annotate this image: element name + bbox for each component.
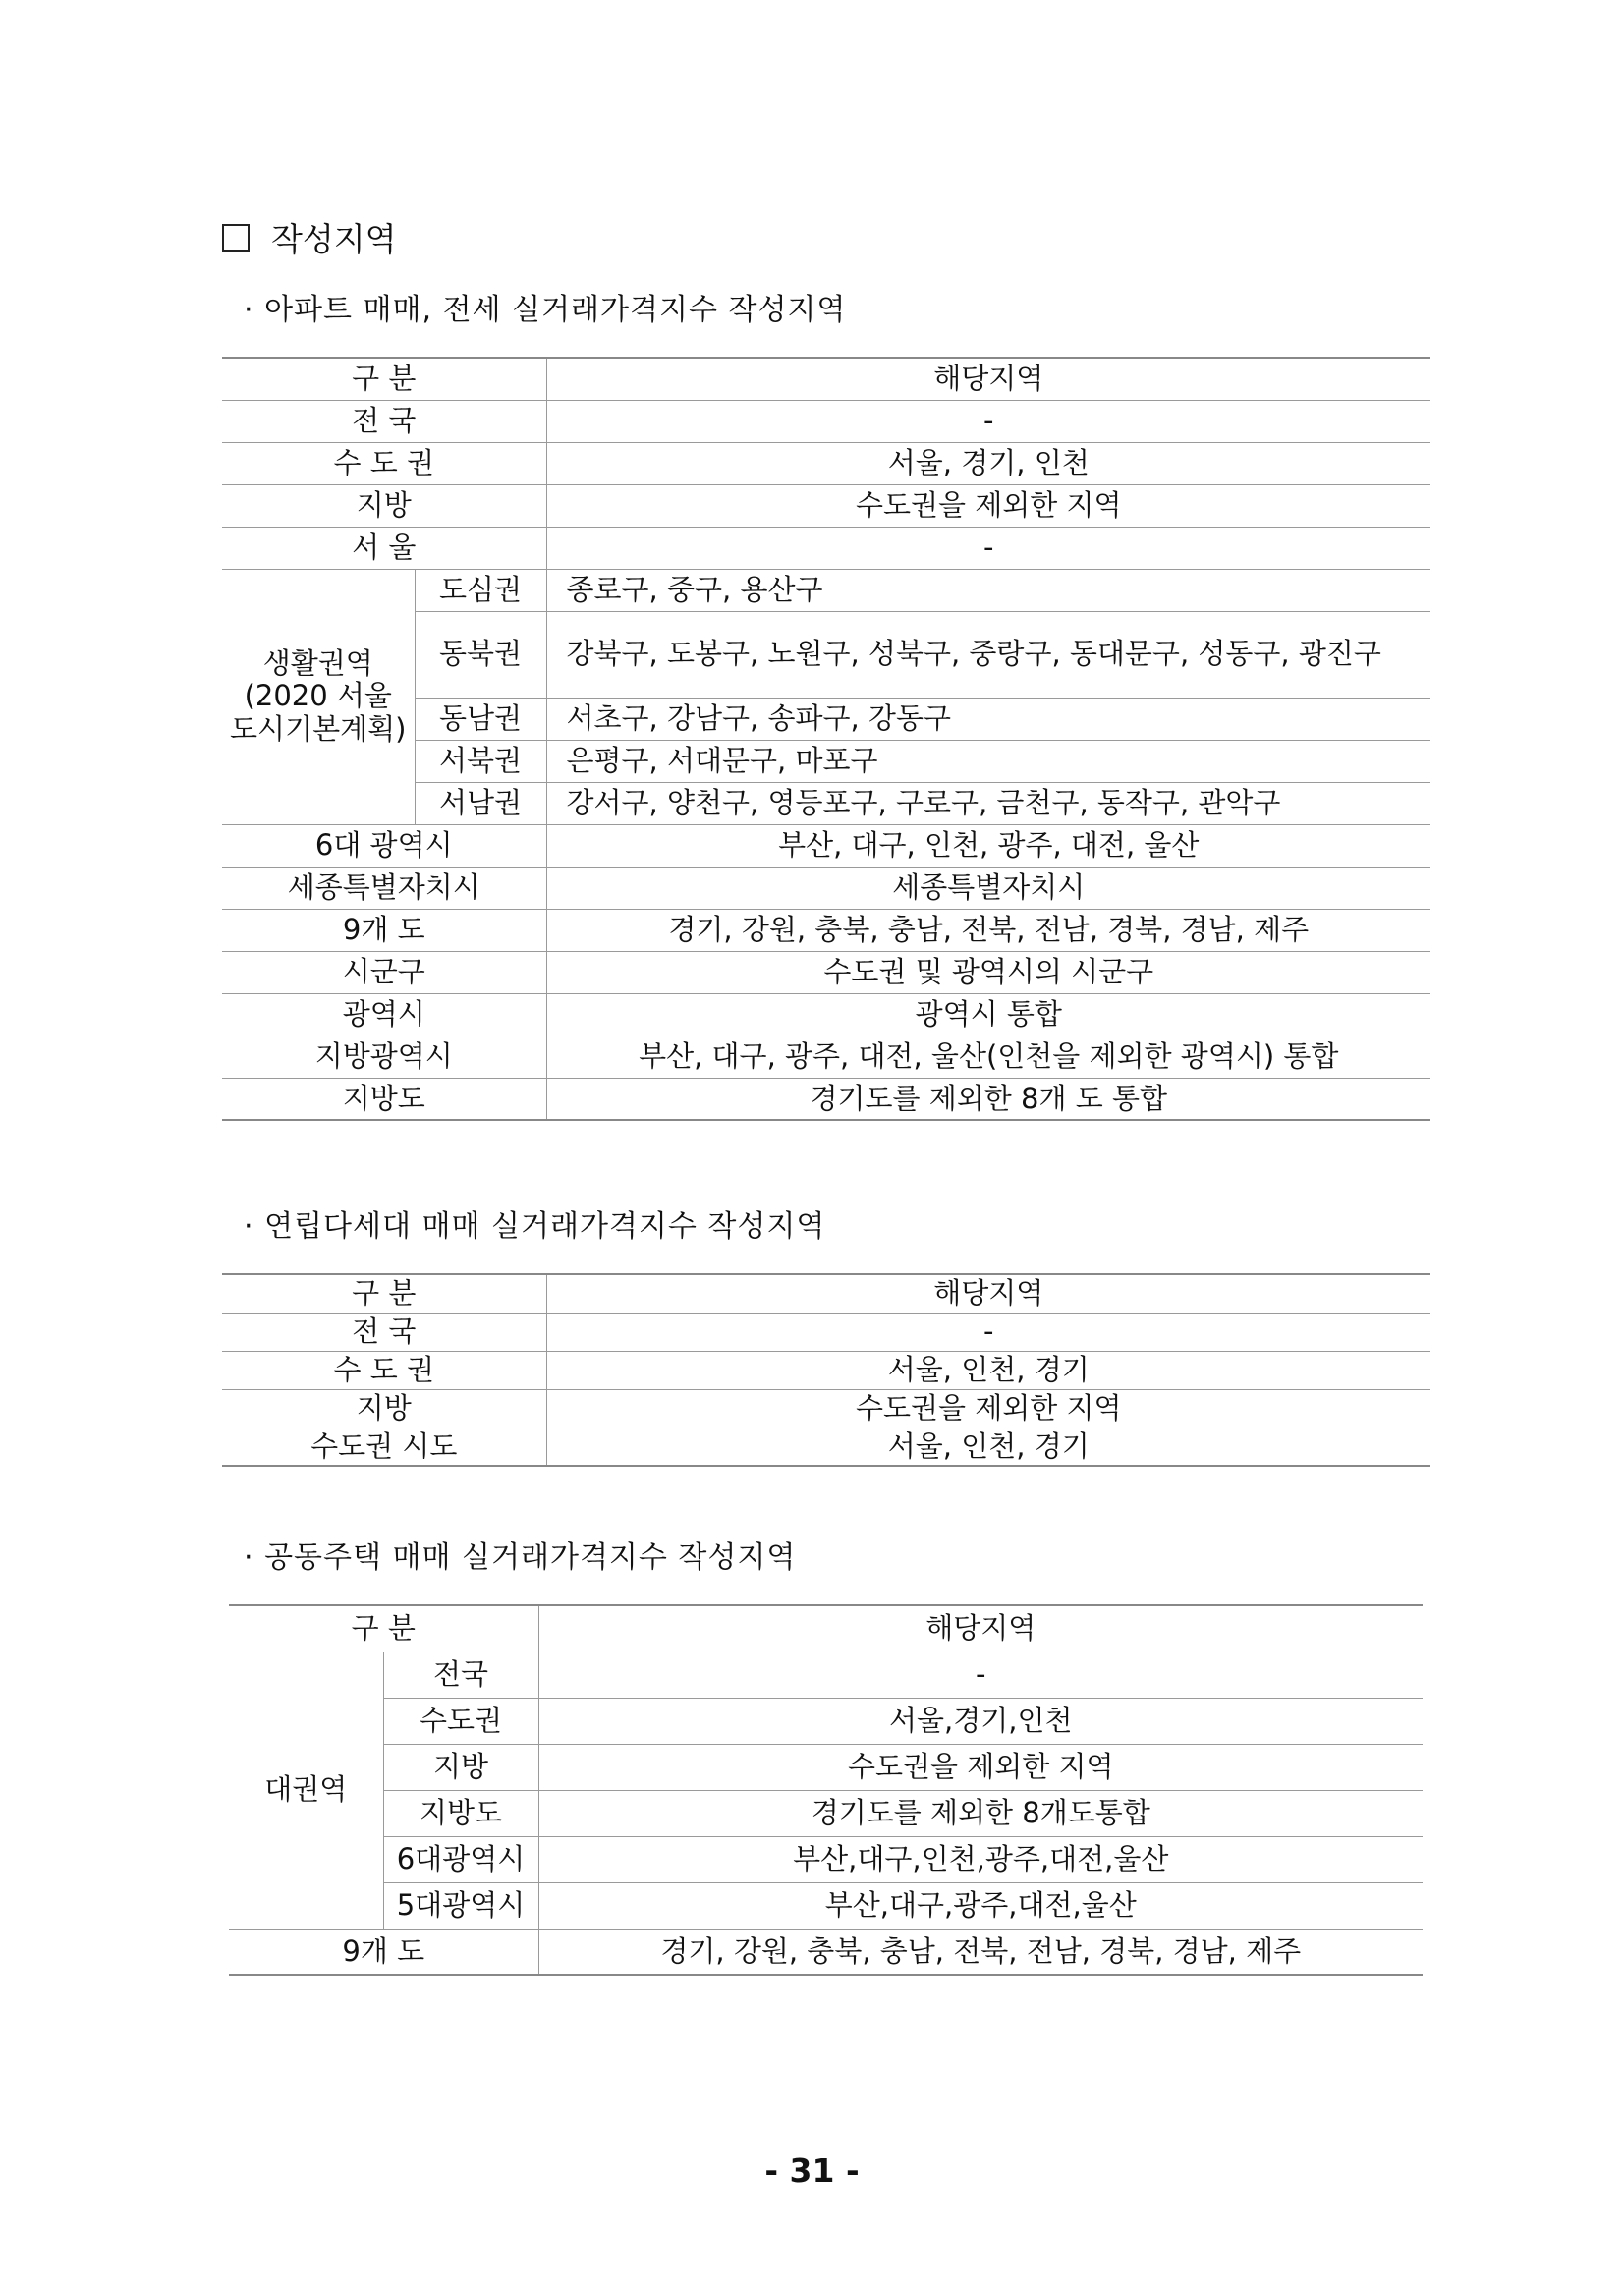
- table-row: [222, 867, 1430, 909]
- table-row: [222, 1078, 1430, 1120]
- table-row: [222, 1389, 1430, 1428]
- region-cell: 부산,대구,광주,대전,울산: [538, 1882, 1423, 1929]
- multifamily-region-table: [229, 1604, 1423, 1976]
- table-row: [222, 1036, 1430, 1078]
- header-region: 해당지역: [546, 1274, 1430, 1313]
- table-row: [229, 1605, 1423, 1652]
- subgroup-cell: 도심권: [415, 569, 546, 611]
- table-row: [229, 1790, 1423, 1836]
- subgroup-cell: 6대광역시: [383, 1836, 538, 1882]
- region-cell: 부산, 대구, 광주, 대전, 울산(인천을 제외한 광역시) 통합: [546, 1036, 1430, 1078]
- category-cell: 광역시: [222, 993, 546, 1036]
- category-cell: 수 도 권: [222, 442, 546, 484]
- subgroup-cell: 동북권: [415, 611, 546, 698]
- table-row: [229, 1698, 1423, 1744]
- header-category: 구 분: [229, 1605, 538, 1652]
- header-category: 구 분: [222, 358, 546, 400]
- region-cell: 경기, 강원, 충북, 충남, 전북, 전남, 경북, 경남, 제주: [538, 1929, 1423, 1975]
- region-cell: -: [546, 400, 1430, 442]
- region-cell: 서울, 경기, 인천: [546, 442, 1430, 484]
- subgroup-cell: 동남권: [415, 698, 546, 740]
- table-row: [222, 442, 1430, 484]
- region-cell: 서초구, 강남구, 송파구, 강동구: [546, 698, 1430, 740]
- category-cell: 전 국: [222, 400, 546, 442]
- region-cell: 강북구, 도봉구, 노원구, 성북구, 중랑구, 동대문구, 성동구, 광진구: [546, 611, 1430, 698]
- region-cell: 강서구, 양천구, 영등포구, 구로구, 금천구, 동작구, 관악구: [546, 782, 1430, 824]
- group-label-cell: 대권역: [229, 1652, 383, 1929]
- region-cell: -: [538, 1652, 1423, 1698]
- table-row: [222, 909, 1430, 951]
- region-cell: 서울, 인천, 경기: [546, 1428, 1430, 1466]
- table-row: [229, 1744, 1423, 1790]
- category-cell: 9개 도: [229, 1929, 538, 1975]
- heading-text: 작성지역: [271, 220, 397, 258]
- region-cell: 수도권을 제외한 지역: [546, 1389, 1430, 1428]
- category-cell: 지방: [222, 1389, 546, 1428]
- category-cell: 수 도 권: [222, 1351, 546, 1389]
- subgroup-cell: 5대광역시: [383, 1882, 538, 1929]
- subgroup-cell: 지방: [383, 1744, 538, 1790]
- category-cell: 수도권 시도: [222, 1428, 546, 1466]
- subgroup-cell: 수도권: [383, 1698, 538, 1744]
- category-cell: 전 국: [222, 1313, 546, 1351]
- region-cell: 부산, 대구, 인천, 광주, 대전, 울산: [546, 824, 1430, 867]
- table-row: [222, 951, 1430, 993]
- group-label-cell: 생활권역 (2020 서울 도시기본계획): [222, 569, 415, 824]
- subgroup-cell: 서남권: [415, 782, 546, 824]
- region-cell: 수도권을 제외한 지역: [538, 1744, 1423, 1790]
- table-row: [222, 1351, 1430, 1389]
- region-cell: 세종특별자치시: [546, 867, 1430, 909]
- table-row: [222, 1313, 1430, 1351]
- table-row: [229, 1882, 1423, 1929]
- table-row: [229, 1652, 1423, 1698]
- section-heading: [222, 214, 397, 260]
- region-cell: 수도권을 제외한 지역: [546, 484, 1430, 527]
- region-cell: 서울, 인천, 경기: [546, 1351, 1430, 1389]
- table-row: [222, 1274, 1430, 1313]
- region-cell: 종로구, 중구, 용산구: [546, 569, 1430, 611]
- region-cell: 수도권 및 광역시의 시군구: [546, 951, 1430, 993]
- header-region: 해당지역: [546, 358, 1430, 400]
- subgroup-cell: 지방도: [383, 1790, 538, 1836]
- table-row: [222, 824, 1430, 867]
- region-cell: 광역시 통합: [546, 993, 1430, 1036]
- section1-title: · 아파트 매매, 전세 실거래가격지수 작성지역: [244, 293, 847, 327]
- subgroup-cell: 서북권: [415, 740, 546, 782]
- rowhouse-region-table: [222, 1273, 1430, 1467]
- section3-title: · 공동주택 매매 실거래가격지수 작성지역: [244, 1540, 797, 1575]
- region-cell: -: [546, 1313, 1430, 1351]
- table-row: [222, 1428, 1430, 1466]
- subgroup-cell: 전국: [383, 1652, 538, 1698]
- region-cell: 경기도를 제외한 8개 도 통합: [546, 1078, 1430, 1120]
- header-category: 구 분: [222, 1274, 546, 1313]
- table-row: [222, 484, 1430, 527]
- region-cell: 경기도를 제외한 8개도통합: [538, 1790, 1423, 1836]
- table-row: [229, 1929, 1423, 1975]
- category-cell: 지방광역시: [222, 1036, 546, 1078]
- region-cell: 서울,경기,인천: [538, 1698, 1423, 1744]
- category-cell: 지방: [222, 484, 546, 527]
- region-cell: -: [546, 527, 1430, 569]
- region-cell: 경기, 강원, 충북, 충남, 전북, 전남, 경북, 경남, 제주: [546, 909, 1430, 951]
- page-number: - 31 -: [764, 2152, 860, 2190]
- region-cell: 부산,대구,인천,광주,대전,울산: [538, 1836, 1423, 1882]
- table-row: [222, 527, 1430, 569]
- table-row: [222, 569, 1430, 611]
- category-cell: 6대 광역시: [222, 824, 546, 867]
- category-cell: 지방도: [222, 1078, 546, 1120]
- checkbox-square-icon: [222, 224, 250, 252]
- section2-title: · 연립다세대 매매 실거래가격지수 작성지역: [244, 1209, 826, 1244]
- table-row: [222, 358, 1430, 400]
- category-cell: 9개 도: [222, 909, 546, 951]
- apartment-region-table: [222, 357, 1430, 1121]
- header-region: 해당지역: [538, 1605, 1423, 1652]
- table-row: [229, 1836, 1423, 1882]
- category-cell: 서 울: [222, 527, 546, 569]
- category-cell: 세종특별자치시: [222, 867, 546, 909]
- table-row: [222, 400, 1430, 442]
- region-cell: 은평구, 서대문구, 마포구: [546, 740, 1430, 782]
- category-cell: 시군구: [222, 951, 546, 993]
- table-row: [222, 993, 1430, 1036]
